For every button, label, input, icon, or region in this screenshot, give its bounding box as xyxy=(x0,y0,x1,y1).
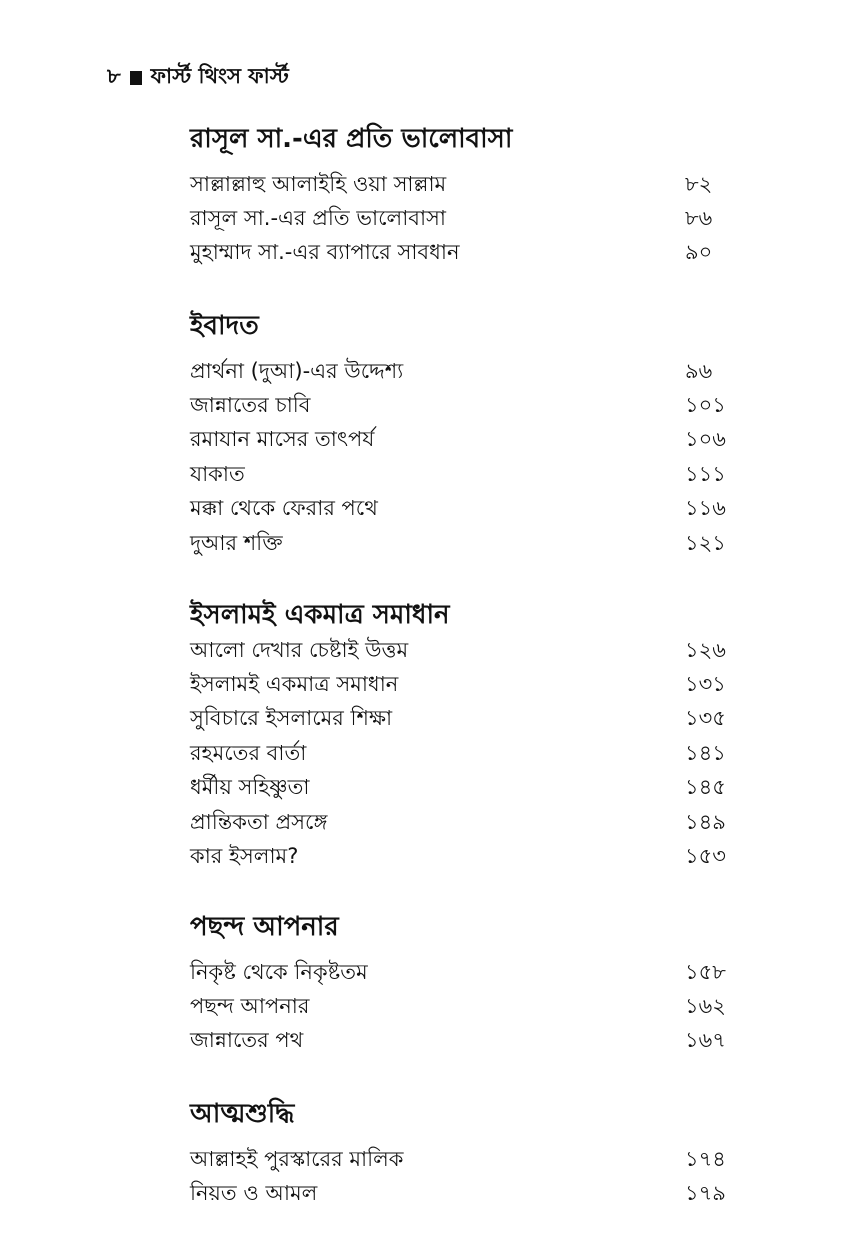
toc-entry[interactable] xyxy=(190,237,730,271)
toc-entry[interactable] xyxy=(190,1177,730,1211)
section-title: পছন্দ আপনার xyxy=(190,912,339,942)
book-title: ফার্স্ট থিংস ফার্স্ট xyxy=(150,64,289,88)
toc-entry[interactable] xyxy=(190,990,730,1024)
entry-page-number: ৯৬ xyxy=(685,358,713,383)
entry-title: নিয়ত ও আমল xyxy=(190,1181,318,1206)
toc-entry[interactable] xyxy=(190,1025,730,1059)
entry-page-number: ১৪৯ xyxy=(685,809,726,834)
toc-entry[interactable] xyxy=(190,737,730,771)
toc-entry[interactable] xyxy=(190,527,730,561)
entry-title: প্রার্থনা (দুআ)-এর উদ্দেশ্য xyxy=(190,358,404,383)
entry-title: মক্কা থেকে ফেরার পথে xyxy=(190,496,378,521)
section-title: রাসূল সা.-এর প্রতি ভালোবাসা xyxy=(190,124,513,154)
entry-page-number: ১৭৯ xyxy=(685,1181,726,1206)
entry-page-number: ১০১ xyxy=(685,393,726,418)
entry-page-number: ১৩১ xyxy=(685,672,726,697)
toc-entry[interactable] xyxy=(190,493,730,527)
section-entries xyxy=(190,634,730,875)
entry-title: রাসূল সা.-এর প্রতি ভালোবাসা xyxy=(190,206,447,231)
entry-page-number: ১৬৭ xyxy=(685,1028,726,1053)
entry-title: আল্লাহই পুরস্কারের মালিক xyxy=(190,1146,404,1171)
entry-title: কার ইসলাম? xyxy=(190,844,299,869)
toc-entry[interactable] xyxy=(190,424,730,458)
entry-page-number: ৯০ xyxy=(685,240,713,265)
section-entries xyxy=(190,355,730,561)
entry-title: ইসলামই একমাত্র সমাধান xyxy=(190,672,399,697)
toc-section xyxy=(190,598,730,875)
entry-title: সাল্লাল্লাহু আলাইহি ওয়া সাল্লাম xyxy=(190,171,447,196)
entry-page-number: ১৫৩ xyxy=(685,844,726,869)
section-title: ইবাদত xyxy=(190,311,259,341)
toc-entry[interactable] xyxy=(190,355,730,389)
entry-page-number: ১০৬ xyxy=(685,427,726,452)
entry-title: যাকাত xyxy=(190,461,245,486)
toc-entry[interactable] xyxy=(190,668,730,702)
entry-page-number: ১৪১ xyxy=(685,740,726,765)
entry-title: জান্নাতের চাবি xyxy=(190,393,311,418)
entry-page-number: ১৬২ xyxy=(685,994,726,1019)
entry-page-number: ১৪৫ xyxy=(685,775,726,800)
entry-title: দুআর শক্তি xyxy=(190,530,283,555)
entry-title: জান্নাতের পথ xyxy=(190,1028,304,1053)
entry-title: পছন্দ আপনার xyxy=(190,994,310,1019)
page-number: ৮ xyxy=(107,64,121,88)
entry-page-number: ১৭৪ xyxy=(685,1146,726,1171)
entry-page-number: ১১১ xyxy=(685,461,726,486)
toc-entry[interactable] xyxy=(190,168,730,202)
toc-entry[interactable] xyxy=(190,806,730,840)
entry-page-number: ৮২ xyxy=(685,171,713,196)
section-title: ইসলামই একমাত্র সমাধান xyxy=(190,600,450,630)
entry-page-number: ১৫৮ xyxy=(685,959,726,984)
toc-entry[interactable] xyxy=(190,202,730,236)
entry-title: ধর্মীয় সহিষ্ণুতা xyxy=(190,775,310,800)
entry-page-number: ১২৬ xyxy=(685,637,726,662)
square-marker-icon xyxy=(130,71,142,85)
toc-section xyxy=(190,122,730,271)
entry-title: নিকৃষ্ট থেকে নিকৃষ্টতম xyxy=(190,959,368,984)
section-entries xyxy=(190,168,730,271)
toc-entry[interactable] xyxy=(190,840,730,874)
entry-title: সুবিচারে ইসলামের শিক্ষা xyxy=(190,706,393,731)
entry-title: মুহাম্মাদ সা.-এর ব্যাপারে সাবধান xyxy=(190,240,460,265)
running-head xyxy=(107,60,289,95)
toc-entry[interactable] xyxy=(190,389,730,423)
entry-page-number: ১১৬ xyxy=(685,496,726,521)
toc-section xyxy=(190,910,730,1059)
toc-entry[interactable] xyxy=(190,956,730,990)
entry-title: আলো দেখার চেষ্টাই উত্তম xyxy=(190,637,409,662)
toc-entry[interactable] xyxy=(190,634,730,668)
section-entries xyxy=(190,1143,730,1212)
entry-title: রহমতের বার্তা xyxy=(190,740,307,765)
entry-title: রমাযান মাসের তাৎপর্য xyxy=(190,427,375,452)
entry-page-number: ১৩৫ xyxy=(685,706,726,731)
toc-entry[interactable] xyxy=(190,1143,730,1177)
section-title: আত্মশুদ্ধি xyxy=(190,1099,295,1129)
entry-page-number: ১২১ xyxy=(685,530,726,555)
entry-page-number: ৮৬ xyxy=(685,206,713,231)
toc-section xyxy=(190,309,730,561)
section-entries xyxy=(190,956,730,1059)
toc-entry[interactable] xyxy=(190,772,730,806)
toc-entry[interactable] xyxy=(190,703,730,737)
toc-section xyxy=(190,1097,730,1212)
toc-entry[interactable] xyxy=(190,458,730,492)
entry-title: প্রান্তিকতা প্রসঙ্গে xyxy=(190,809,328,834)
